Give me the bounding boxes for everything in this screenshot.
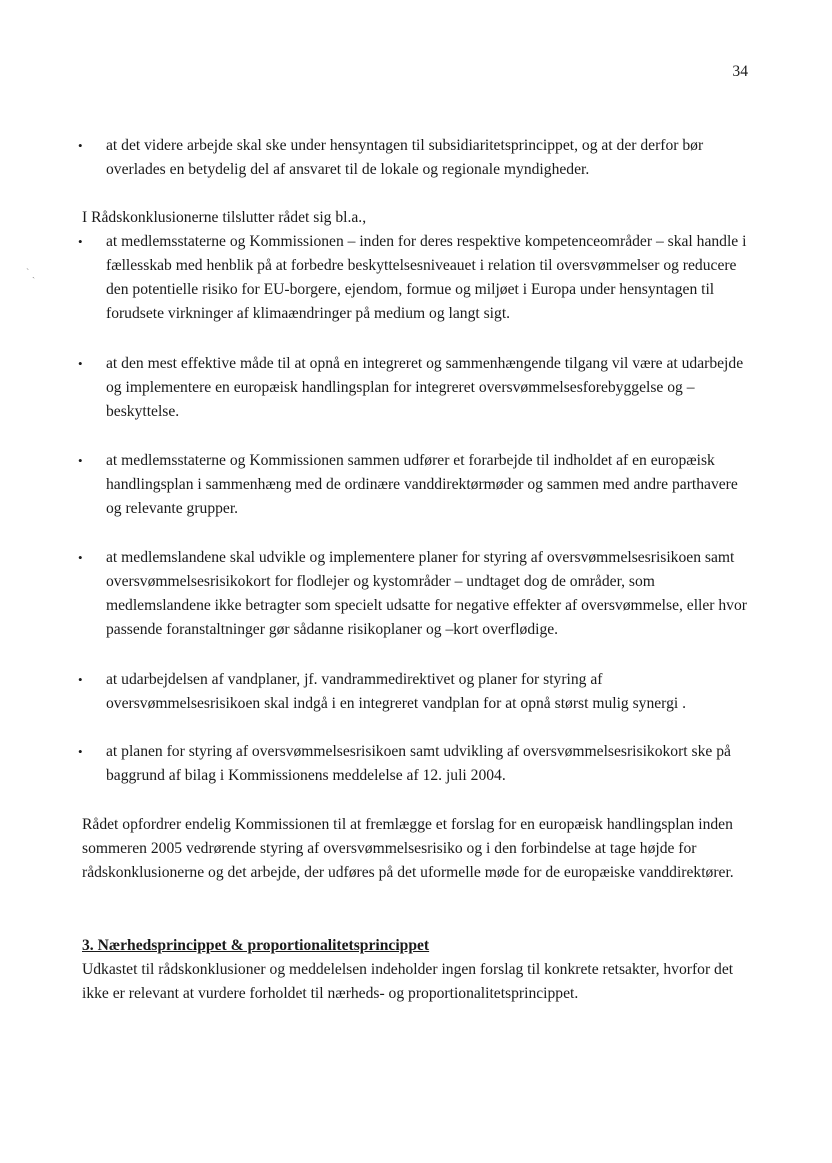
bullet-symbol: • <box>78 234 83 249</box>
bullet-symbol: • <box>78 672 83 687</box>
intro-paragraph: I Rådskonklusionerne tilslutter rådet sig bl.a., <box>82 209 367 226</box>
section-body: Udkastet til rådskonklusioner og meddelelsen indeholder ingen forslag til konkrete retsakter, hvorfor det ikke er relevant at vurdere forholdet til nærheds- og proportionalitetsprincippet. <box>82 961 734 1002</box>
bullet-item-2 <box>78 352 748 424</box>
bullet-symbol: • <box>78 550 83 565</box>
bullet-item-5 <box>78 668 748 716</box>
bullet-symbol: • <box>78 356 83 371</box>
bullet-item-3 <box>78 449 748 521</box>
bullet-item-1 <box>78 230 748 326</box>
closing-paragraph: Rådet opfordrer endelig Kommissionen til at fremlægge et forslag for en europæisk handlingsplan inden sommeren 2005 vedrørende styring af oversvømmelsesrisiko og i den forbindelse at tage højde for rådskonklusionerne og det arbejde, der udføres på det uformelle møde for de europæiske vanddirektører. <box>82 816 734 881</box>
bullet-symbol: • <box>78 138 83 153</box>
bullet-text: at udarbejdelsen af vandplaner, jf. vandrammedirektivet og planer for styring af oversvømmelsesrisikoen skal indgå i en integreret vandplan for at opnå størst mulig synergi . <box>106 671 687 712</box>
bullet-text: at medlemsstaterne og Kommissionen – inden for deres respektive kompetenceområder – skal handle i fællesskab med henblik på at forbedre beskyttelsesniveauet i relation til oversvømmelser og reducere den potentielle risiko for EU-borgere, ejendom, formue og miljøet i Europa under hensyntagen til forudsete virkninger af klimaændringer på medium og langt sigt. <box>106 233 747 322</box>
bullet-symbol: • <box>78 453 83 468</box>
bullet-text: at det videre arbejde skal ske under hensyntagen til subsidiaritetsprincippet, og at der derfor bør overlades en betydelig del af ansvaret til de lokale og regionale myndigheder. <box>106 137 704 178</box>
scan-mark: ` ˎ <box>26 268 36 279</box>
page-number: 34 <box>732 63 748 80</box>
bullet-symbol: • <box>78 744 83 759</box>
bullet-item-6 <box>78 740 748 788</box>
section-heading: 3. Nærhedsprincippet & proportionalitetsprincippet <box>82 937 430 954</box>
bullet-text: at medlemsstaterne og Kommissionen sammen udfører et forarbejde til indholdet af en europæisk handlingsplan i sammenhæng med de ordinære vanddirektørmøder og sammen med andre parthavere og relevante grupper. <box>106 452 738 517</box>
bullet-item-4 <box>78 546 748 642</box>
bullet-text: at den mest effektive måde til at opnå en integreret og sammenhængende tilgang vil være at udarbejde og implementere en europæisk handlingsplan for integreret oversvømmelsesforebyggelse og –beskyttelse. <box>106 355 744 420</box>
bullet-text: at medlemslandene skal udvikle og implementere planer for styring af oversvømmelsesrisikoen samt oversvømmelsesrisikokort for flodlejer og kystområder – undtaget dog de områder, som medlemslandene ikke betragter som specielt udsatte for negative effekter af oversvømmelse, eller hvor passende foranstaltninger gør sådanne risikoplaner og –kort overflødige. <box>106 549 747 638</box>
bullet-subsidiarity <box>78 134 748 182</box>
bullet-text: at planen for styring af oversvømmelsesrisikoen samt udvikling af oversvømmelsesrisikokort ske på baggrund af bilag i Kommissionens meddelelse af 12. juli 2004. <box>106 743 731 784</box>
